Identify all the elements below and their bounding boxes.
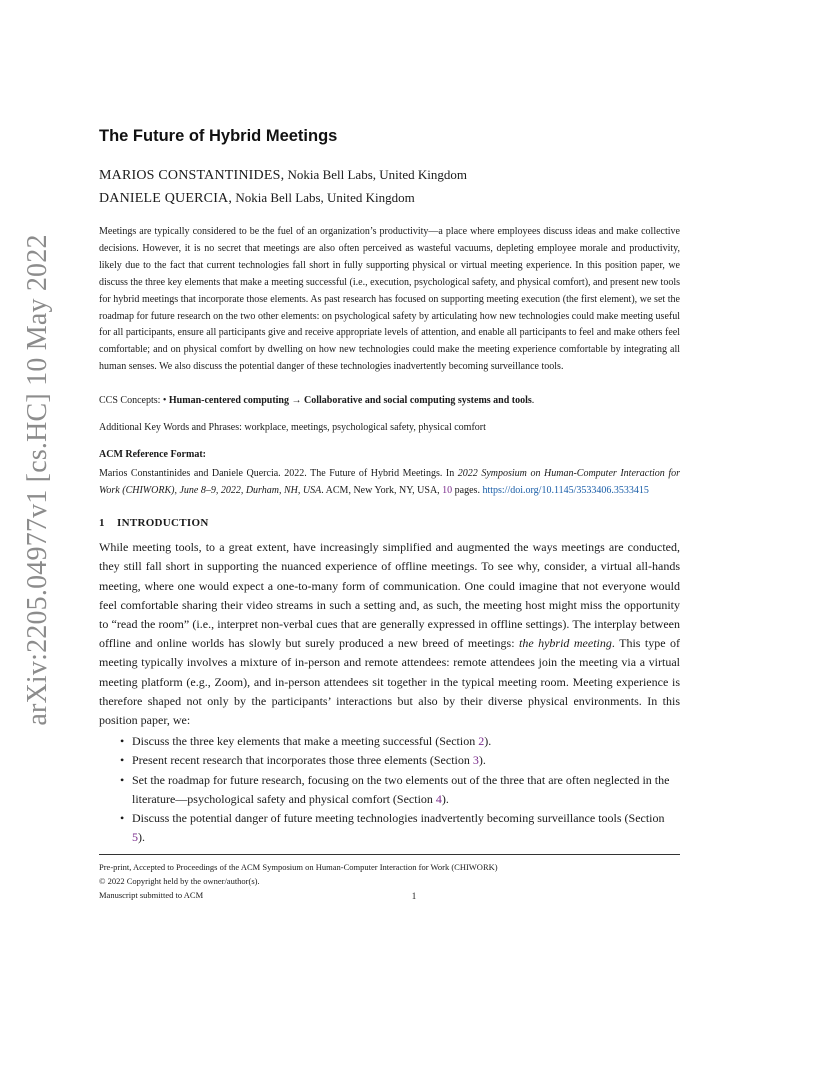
list-item-end: ).: [484, 734, 492, 749]
list-item-end: ).: [138, 830, 145, 845]
ccs-bold: Human-centered computing → Collaborative and social computing systems and tools: [168, 395, 532, 407]
reference-part2: . ACM, New York, NY, USA,: [321, 485, 443, 497]
section-heading: [99, 517, 680, 529]
section-ref-link[interactable]: 4: [435, 791, 442, 806]
section-number: 1: [99, 517, 105, 530]
ccs-suffix: .: [531, 395, 535, 407]
section-title: INTRODUCTION: [117, 517, 209, 530]
intro-paragraph: [99, 538, 680, 730]
list-item-text: Discuss the three key elements that make a meeting successful (Section: [132, 734, 479, 749]
intro-part2: . This type of meeting typically involves a mixture of in-person and remote attendees: remote attendees join the meeting via a virtual meeting platform (e.g., Zoom), and in-person attendees sit together in the typical meeting room. Meeting experience is therefore shaped not only by the participants’ interactions but also by their diverse physical environments. In this position paper, we:: [99, 636, 680, 727]
list-item-text: Present recent research that incorporates those three elements (Section: [132, 753, 473, 768]
doi-link[interactable]: https://doi.org/10.1145/3533406.3533415: [482, 485, 649, 497]
list-item: [121, 732, 680, 751]
arxiv-id: arXiv:2205.04977v1 [cs.HC] 10 May 2022: [22, 234, 53, 726]
reference-heading: ACM Reference Format:: [99, 449, 206, 461]
footnote-line: Pre-print, Accepted to Proceedings of the ACM Symposium on Human-Computer Interaction for Work (CHIWORK): [99, 862, 498, 873]
list-item: [121, 809, 680, 847]
list-item-end: ).: [441, 791, 449, 806]
abstract: Meetings are typically considered to be the fuel of an organization’s productivity—a place where employees discuss ideas and make collective decisions. However, it is no secret that meetings are also often perceived as wasteful vacuums, depleting employee morale and productivity, likely due to the fact that current technologies fall short in fully supporting physical or virtual meeting experience. In this position paper, we discuss the three key elements that make a meeting successful (i.e., execution, psychological safety, and physical comfort), and present new tools for hybrid meetings that incorporate those elements. As past research has focused on supporting meeting execution (the first element), we set the roadmap for future research on the two other elements: on psychological safety by articulating how new technologies could make meeting useful for all participants, ensure all participants give and receive appropriate levels of attention, and enable all participants to feel and make others feel comfortable; and on physical comfort by dwelling on how new technologies could make the meeting experience comfortable by integrating all human senses. We also discuss the potential danger of these technologies inadvertently becoming surveillance tools.: [99, 226, 680, 373]
reference-pages-link[interactable]: 10: [442, 485, 453, 497]
list-item-end: ).: [478, 753, 486, 768]
contribution-list: [99, 732, 680, 847]
ccs-prefix: CCS Concepts: •: [99, 395, 169, 407]
footnote-line: © 2022 Copyright held by the owner/author(s).: [99, 876, 260, 887]
reference-format: [99, 465, 680, 499]
intro-part1: While meeting tools, to a great extent, have increasingly simplified and augmented the ways meetings are conducted, they still fall short in supporting the nuanced experience of offline meetings. To see why, consider, a virtual all-hands meeting, where one would expect a one-to-many form of communication. One could imagine that not everyone would feel comfortable sharing their video streams in such a setting and, as such, the meeting host might miss the opportunity to “read the room” (i.e., interpret non-verbal cues that are generally expressed in offline settings). The interplay between offline and online worlds has slowly but surely produced a new breed of meetings:: [99, 540, 680, 651]
author-1: [99, 164, 680, 187]
intro-emphasis: the hybrid meeting: [518, 636, 612, 651]
list-item-text: Set the roadmap for future research, focusing on the two elements out of the three that are often neglected in the literature—psychological safety and physical comfort (Section: [132, 772, 670, 806]
footnote-line: Manuscript submitted to ACM: [99, 890, 204, 901]
ccs-concepts: [99, 394, 680, 408]
keywords: Additional Key Words and Phrases: workplace, meetings, psychological safety, physical comfort: [99, 422, 486, 434]
list-item: [121, 751, 680, 770]
section-ref-link[interactable]: 3: [472, 753, 479, 768]
list-item: [121, 771, 680, 809]
author-1-affiliation: Nokia Bell Labs, United Kingdom: [284, 167, 467, 182]
list-item-text: Discuss the potential danger of future meeting technologies inadvertently becoming surveillance tools (Section: [132, 811, 665, 825]
reference-part3: pages.: [452, 485, 483, 497]
page-number: 1: [411, 891, 417, 901]
reference-venue: 2022 Symposium on Human-Computer Interaction for Work (CHIWORK), June 8–9, 2022, Durham, NH, USA: [99, 468, 680, 497]
author-2-affiliation: Nokia Bell Labs, United Kingdom: [232, 190, 415, 205]
paper-title: The Future of Hybrid Meetings: [99, 127, 338, 145]
reference-part1: Marios Constantinides and Daniele Quercia. 2022. The Future of Hybrid Meetings. In: [99, 468, 458, 480]
section-ref-link[interactable]: 2: [478, 734, 485, 749]
section-ref-link[interactable]: 5: [132, 830, 138, 845]
footnote-divider: [99, 854, 680, 855]
author-1-name: MARIOS CONSTANTINIDES,: [99, 168, 285, 183]
paper-page: [99, 120, 680, 902]
author-2-name: DANIELE QUERCIA,: [99, 191, 233, 206]
author-2: [99, 187, 680, 210]
